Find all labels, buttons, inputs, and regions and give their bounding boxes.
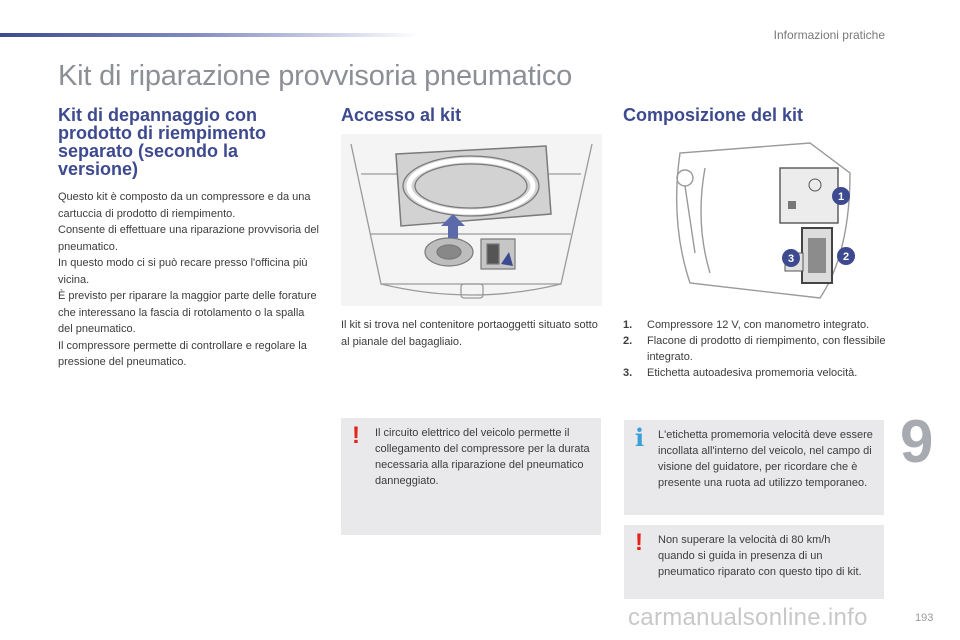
section-label: Informazioni pratiche — [773, 28, 885, 42]
chapter-number: 9 — [900, 408, 934, 475]
list-item — [623, 365, 893, 381]
paragraph: In questo modo ci si può recare presso l'officina più vicina. — [58, 257, 308, 286]
speed-limit-warning-box — [624, 525, 884, 599]
item-number: 1. — [623, 319, 633, 331]
info-text: L'etichetta promemoria velocità deve essere incollata all'interno del veicolo, nel campo di visione del guidatore, per ricordare che è presente una ruota ad utilizzo temporaneo. — [658, 429, 873, 489]
trunk-illustration — [341, 134, 602, 306]
access-heading: Accesso al kit — [341, 105, 462, 125]
list-item — [623, 317, 893, 333]
paragraph: Il compressore permette di controllare e regolare la pressione del pneumatico. — [58, 339, 307, 368]
warning-text: Il circuito elettrico del veicolo permette il collegamento del compressore per la durata necessaria alla riparazione del pneumatico danneggiato. — [375, 427, 590, 487]
item-text: Compressore 12 V, con manometro integrato. — [647, 319, 870, 331]
callout-1: 1 — [837, 191, 845, 203]
callout-2: 2 — [842, 251, 850, 263]
access-caption: Il kit si trova nel contenitore portaoggetti situato sotto al pianale del bagagliaio. — [341, 319, 598, 348]
item-number: 3. — [623, 367, 633, 379]
watermark: carmanualsonline.info — [628, 604, 868, 631]
warning-icon: ! — [352, 422, 360, 449]
composition-heading: Composizione del kit — [623, 105, 804, 125]
warning-icon: ! — [635, 529, 643, 556]
kit-composition-illustration — [660, 133, 860, 308]
electrical-warning-box — [341, 418, 601, 535]
list-item — [623, 333, 893, 365]
callout-3: 3 — [787, 253, 795, 265]
item-text: Flacone di prodotto di riempimento, con flessibile integrato. — [647, 335, 886, 363]
paragraph: È previsto per riparare la maggior parte delle forature che interessano la fascia di rotolamento o la spalla del pneumatico. — [58, 290, 317, 335]
speed-label-info-box — [624, 420, 884, 515]
kit-components-list — [623, 317, 893, 381]
info-icon: i — [635, 423, 645, 452]
paragraph: Questo kit è composto da un compressore e da una cartuccia di prodotto di riempimento. — [58, 191, 311, 220]
item-text: Etichetta autoadesiva promemoria velocità. — [647, 367, 858, 379]
page-number: 193 — [915, 612, 934, 624]
kit-description — [58, 189, 320, 371]
warning-text: Non superare la velocità di 80 km/h quando si guida in presenza di un pneumatico riparato con questo tipo di kit. — [658, 534, 862, 578]
kit-heading: Kit di depannaggio con prodotto di riempimento separato (secondo la versione) — [58, 105, 266, 179]
paragraph: Consente di effettuare una riparazione provvisoria del pneumatico. — [58, 224, 319, 253]
item-number: 2. — [623, 335, 633, 347]
header-accent-bar — [0, 33, 420, 37]
page-title: Kit di riparazione provvisoria pneumatico — [58, 60, 573, 92]
